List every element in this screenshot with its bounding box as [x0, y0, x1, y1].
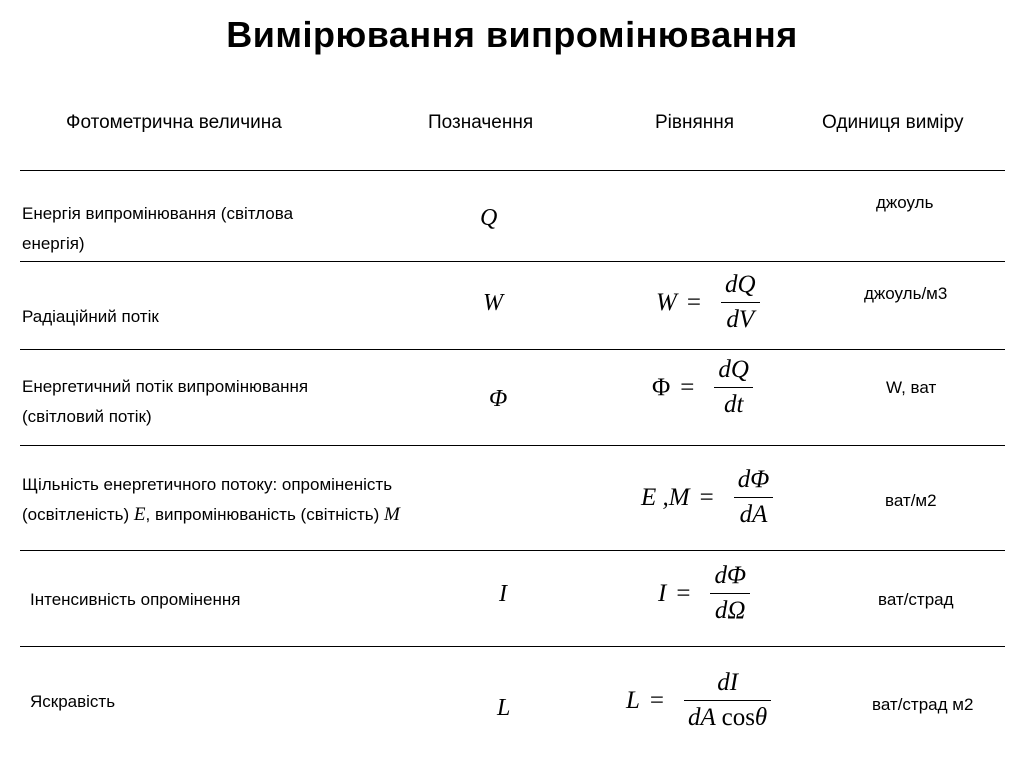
row-unit: ват/м2 — [885, 491, 937, 510]
table-row-quantity: Енергія випромінювання (світлова енергія) — [22, 204, 294, 253]
row-separator — [20, 170, 1005, 171]
header-symbol: Позначення — [428, 112, 534, 133]
row-symbol: I — [499, 581, 507, 607]
row-separator — [20, 261, 1005, 262]
row-equation: L = $\frac{dI}{\text{dA cosθ}}$ — [626, 668, 771, 733]
row-unit: джоуль/м3 — [864, 284, 948, 303]
row-unit: W, ват — [886, 378, 937, 397]
row-symbol: W — [483, 290, 503, 316]
row-symbol: Φ — [489, 386, 508, 412]
row-equation: Φ = $\frac{dQ}{dt}$ — [652, 355, 753, 420]
table-row-quantity: Радіаційний потік — [22, 307, 159, 326]
row-equation: W = $\frac{dQ}{dV}$ — [656, 270, 760, 335]
header-equation: Рівняння — [655, 112, 735, 133]
row-unit: джоуль — [876, 193, 934, 212]
table-row-quantity: Щільність енергетичного потоку: опроміненість (освітленість) E, випромінюваність (світність) M — [22, 475, 400, 525]
header-unit: Одиниця виміру — [822, 112, 964, 133]
row-unit: ват/страд м2 — [872, 695, 974, 714]
row-separator — [20, 445, 1005, 446]
row-equation: I = $\frac{d\Phi}{d\Omega}$ — [658, 561, 750, 626]
table-row-quantity: Інтенсивність опромінення — [30, 590, 241, 609]
table-row-quantity: Енергетичний потік випромінювання (світловий потік) — [22, 377, 309, 426]
row-unit: ват/страд — [878, 590, 954, 609]
row-symbol: L — [497, 695, 511, 721]
row-symbol: Q — [480, 205, 498, 231]
row-separator — [20, 646, 1005, 647]
row-equation: E ,M = $\frac{d\Phi}{dA}$ — [641, 465, 773, 530]
table-row-quantity: Яскравість — [30, 692, 116, 711]
row-separator — [20, 349, 1005, 350]
row-separator — [20, 550, 1005, 551]
header-quantity: Фотометрична величина — [66, 112, 282, 133]
page-title: Вимірювання випромінювання — [226, 14, 798, 55]
